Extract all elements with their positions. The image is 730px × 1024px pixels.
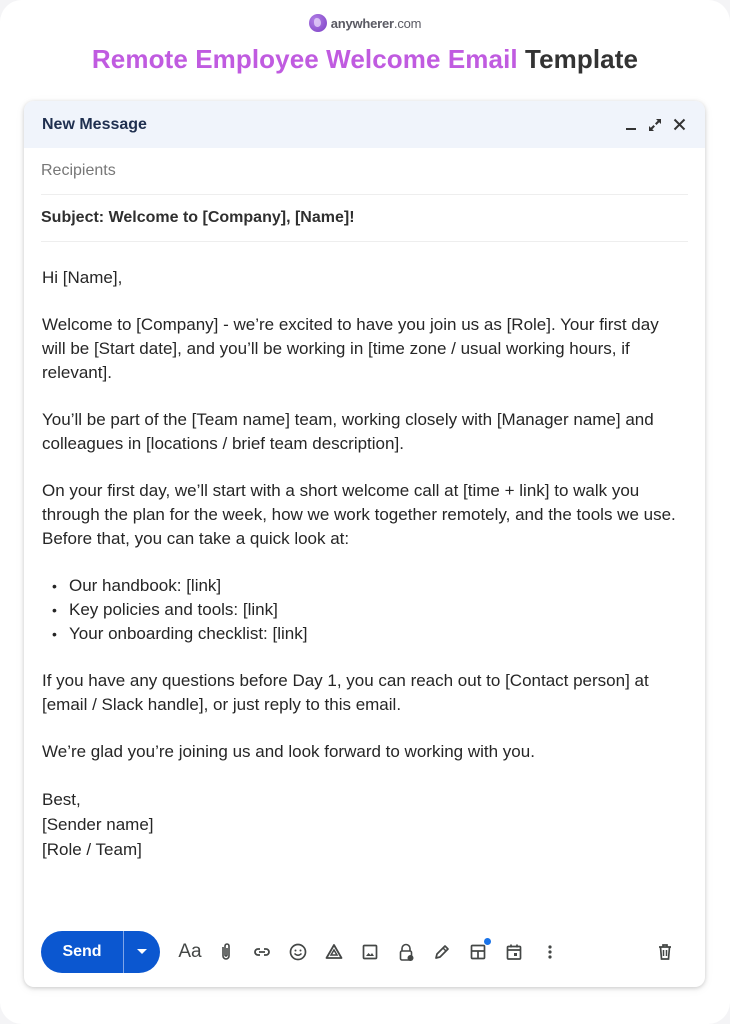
compose-window bbox=[24, 101, 705, 987]
new-feature-dot bbox=[484, 938, 491, 945]
body-paragraph: On your first day, we’ll start with a short welcome call at [time + link] to walk you through the plan for the week, how we work together remotely, and the tools we use. Before that, you can take a quick look at: bbox=[42, 481, 676, 548]
globe-logo-icon bbox=[309, 14, 327, 32]
confidential-icon[interactable] bbox=[388, 934, 424, 970]
close-icon[interactable] bbox=[671, 117, 687, 133]
page-title: Remote Employee Welcome Email Template bbox=[91, 44, 639, 74]
window-controls bbox=[623, 117, 687, 133]
brand bbox=[0, 14, 730, 32]
compose-title: New Message bbox=[42, 115, 147, 133]
message-body[interactable] bbox=[24, 242, 705, 862]
trash-icon[interactable] bbox=[647, 934, 683, 970]
compose-toolbar bbox=[41, 930, 687, 974]
list-item: • Our handbook: [link] bbox=[52, 574, 687, 598]
expand-icon[interactable] bbox=[647, 117, 663, 133]
more-options-icon[interactable] bbox=[532, 934, 568, 970]
list-item: • Key policies and tools: [link] bbox=[52, 598, 687, 622]
greeting: Hi [Name], bbox=[42, 268, 123, 287]
send-options-button[interactable] bbox=[123, 931, 160, 973]
body-paragraph: We’re glad you’re joining us and look forward to working with you. bbox=[42, 742, 535, 761]
body-paragraph: If you have any questions before Day 1, you can reach out to [Contact person] at [email / Slack handle], or just reply to this email. bbox=[42, 671, 649, 714]
recipients-field[interactable]: Recipients bbox=[41, 148, 688, 195]
subject-field[interactable]: Subject: Welcome to [Company], [Name]! bbox=[41, 195, 688, 242]
send-button-group bbox=[41, 931, 160, 973]
resource-list bbox=[42, 574, 687, 646]
link-icon[interactable] bbox=[244, 934, 280, 970]
photo-icon[interactable] bbox=[352, 934, 388, 970]
body-paragraph: Welcome to [Company] - we’re excited to have you join us as [Role]. Your first day will be [Start date], and you’ll be working in [time zone / usual working hours, if relevant]. bbox=[42, 315, 659, 382]
minimize-icon[interactable] bbox=[623, 117, 639, 133]
formatting-icon[interactable]: Aa bbox=[178, 941, 202, 962]
emoji-icon[interactable] bbox=[280, 934, 316, 970]
caret-down-icon bbox=[137, 949, 147, 955]
schedule-event-icon[interactable] bbox=[496, 934, 532, 970]
body-paragraph: You’ll be part of the [Team name] team, working closely with [Manager name] and colleagues in [locations / brief team description]. bbox=[42, 410, 654, 453]
signature-icon[interactable] bbox=[424, 934, 460, 970]
signature: Best, [Sender name] [Role / Team] bbox=[42, 790, 154, 859]
brand-name: anywherer.com bbox=[330, 15, 422, 31]
layouts-icon[interactable] bbox=[460, 934, 496, 970]
list-item: • Your onboarding checklist: [link] bbox=[52, 622, 687, 646]
send-button[interactable]: Send bbox=[62, 943, 102, 960]
tool-icons bbox=[172, 934, 568, 970]
attach-icon[interactable] bbox=[208, 934, 244, 970]
compose-header bbox=[24, 101, 705, 148]
drive-icon[interactable] bbox=[316, 934, 352, 970]
